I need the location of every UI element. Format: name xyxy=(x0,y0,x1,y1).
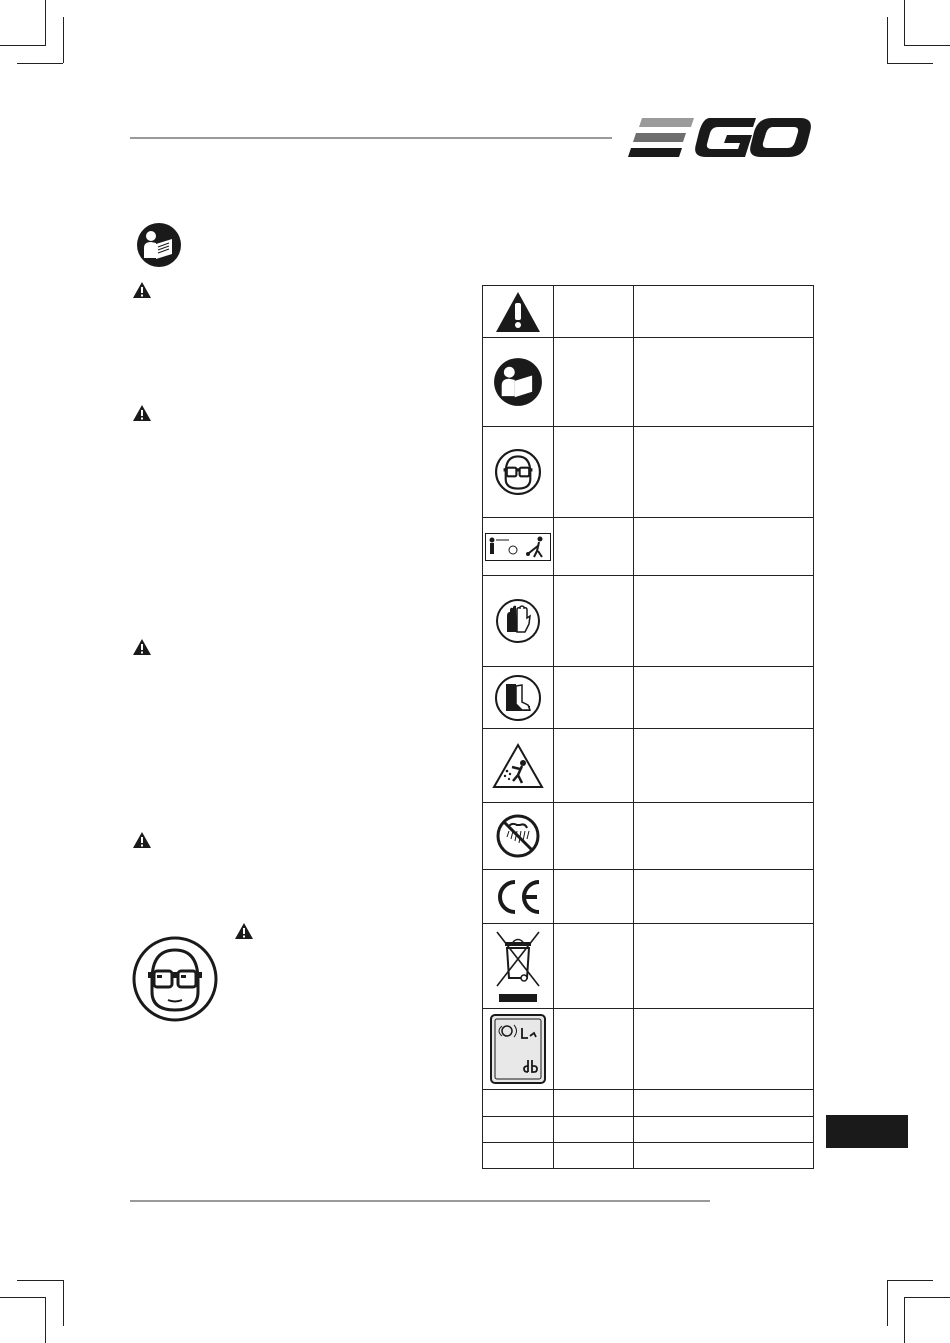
warning-triangle-icon xyxy=(234,922,254,940)
symbol-description xyxy=(634,338,814,427)
eye-protection-icon xyxy=(495,449,541,495)
table-row xyxy=(483,924,814,1009)
warning-triangle-icon xyxy=(132,404,152,422)
crop-mark xyxy=(17,63,63,64)
symbol-name xyxy=(554,286,634,338)
symbol-cell xyxy=(483,427,554,518)
wear-boots-icon xyxy=(494,674,542,722)
symbol-name xyxy=(554,803,634,870)
symbol-description xyxy=(634,870,814,924)
symbol-cell xyxy=(483,803,554,870)
crop-mark xyxy=(887,63,933,64)
crop-mark xyxy=(904,45,950,46)
safety-alert-icon xyxy=(494,290,542,334)
table-row xyxy=(483,286,814,338)
crop-mark xyxy=(904,1297,905,1343)
table-row xyxy=(483,870,814,924)
ce-mark-icon xyxy=(493,878,543,916)
symbol-cell xyxy=(483,1143,554,1169)
symbol-description xyxy=(634,729,814,803)
wear-eye-protection-icon xyxy=(132,936,218,1022)
symbol-description xyxy=(634,576,814,667)
thrown-objects-icon xyxy=(492,743,544,789)
table-row xyxy=(483,518,814,576)
weee-bin-icon xyxy=(493,928,543,1004)
crop-mark xyxy=(0,1297,46,1298)
symbol-name xyxy=(554,576,634,667)
crop-mark xyxy=(904,0,905,46)
symbol-name xyxy=(554,870,634,924)
symbol-cell xyxy=(483,667,554,729)
symbol-cell xyxy=(483,1117,554,1143)
table-row xyxy=(483,729,814,803)
symbol-name xyxy=(554,338,634,427)
table-row xyxy=(483,1143,814,1169)
crop-mark xyxy=(45,1297,46,1343)
symbol-cell xyxy=(483,286,554,338)
crop-mark xyxy=(0,45,46,46)
symbol-name xyxy=(554,1143,634,1169)
symbol-description xyxy=(634,803,814,870)
symbol-name xyxy=(554,1117,634,1143)
table-row xyxy=(483,427,814,518)
symbol-description xyxy=(634,667,814,729)
warning-triangle-icon xyxy=(132,281,152,299)
symbol-description xyxy=(634,427,814,518)
wear-gloves-icon xyxy=(495,598,541,644)
symbol-description xyxy=(634,1090,814,1117)
symbol-description xyxy=(634,518,814,576)
no-rain-icon xyxy=(495,813,541,859)
table-row xyxy=(483,576,814,667)
sound-power-icon xyxy=(490,1014,546,1084)
symbol-cell xyxy=(483,576,554,667)
read-manual-icon xyxy=(493,357,543,407)
table-row xyxy=(483,1090,814,1117)
read-manual-icon xyxy=(136,222,182,268)
symbol-cell xyxy=(483,1090,554,1117)
crop-mark xyxy=(887,1280,933,1281)
symbol-description xyxy=(634,1117,814,1143)
crop-mark xyxy=(887,1280,888,1326)
symbol-name xyxy=(554,924,634,1009)
symbol-description xyxy=(634,1009,814,1090)
keep-bystanders-away-icon xyxy=(485,533,551,561)
footer-rule xyxy=(130,1200,710,1202)
table-row xyxy=(483,1117,814,1143)
language-tab xyxy=(826,1115,908,1148)
crop-mark xyxy=(887,17,888,63)
table-row xyxy=(483,1009,814,1090)
warning-triangle-icon xyxy=(132,831,152,849)
symbol-cell xyxy=(483,870,554,924)
symbol-name xyxy=(554,1009,634,1090)
crop-mark xyxy=(63,17,64,63)
symbol-name xyxy=(554,1090,634,1117)
symbol-cell xyxy=(483,729,554,803)
symbol-cell xyxy=(483,1009,554,1090)
symbol-name xyxy=(554,427,634,518)
symbol-cell xyxy=(483,338,554,427)
ego-logo xyxy=(628,116,814,160)
symbol-description xyxy=(634,924,814,1009)
crop-mark xyxy=(63,1280,64,1326)
table-row xyxy=(483,803,814,870)
symbol-description xyxy=(634,286,814,338)
table-row xyxy=(483,667,814,729)
crop-mark xyxy=(904,1297,950,1298)
warning-triangle-icon xyxy=(132,638,152,656)
symbol-name xyxy=(554,518,634,576)
symbol-cell xyxy=(483,924,554,1009)
crop-mark xyxy=(17,1280,63,1281)
symbol-description xyxy=(634,1143,814,1169)
table-row xyxy=(483,338,814,427)
symbol-name xyxy=(554,729,634,803)
symbol-cell xyxy=(483,518,554,576)
header-rule xyxy=(130,137,612,139)
symbol-name xyxy=(554,667,634,729)
symbol-table xyxy=(482,285,814,1169)
crop-mark xyxy=(45,0,46,46)
